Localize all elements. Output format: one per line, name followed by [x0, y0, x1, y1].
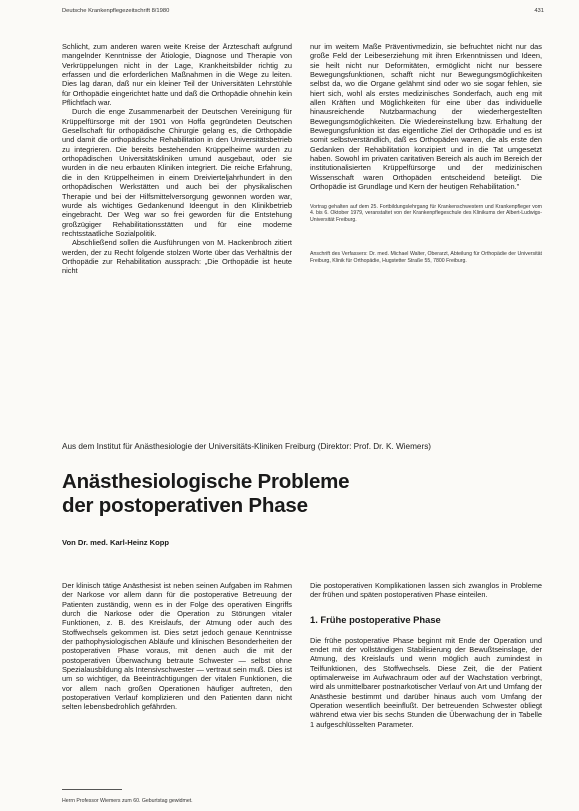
- institute-line: Aus dem Institut für Anästhesiologie der Universitäts-Kliniken Freiburg (Direktor: Prof. Dr. K. Wiemers): [62, 442, 432, 451]
- running-header: Deutsche Krankenpflegezeitschrift 8/1980: [62, 8, 170, 14]
- previous-article-left-column: [62, 42, 292, 276]
- footnote-rule: [62, 789, 122, 790]
- paragraph: Die frühe postoperative Phase beginnt mit Ende der Operation und endet mit der vollständigen Stabilisierung der Bewußtseinslage, der Atmung, des Kreislaufs und wenn möglich auch zumindest in Teilfunktionen, des Stoffwechsels. Diese Zeit, die der Patient optimalerweise im Aufwachraum oder auf der Wachstation verbringt, wird als unmittelbarer postnarkotischer Verlauf von Art und Umfang der Anästhesie bestimmt und darüber hinaus auch vom Umfang der Operation wesentlich beeinflußt. Der betreuenden Schwester obliegt während etwa vier bis sechs Stunden die Überwachung der in Tabelle 1 aufgeschlüsselten Parameter.: [310, 635, 542, 729]
- previous-article-right-column: [310, 42, 542, 264]
- section-heading: 1. Frühe postoperative Phase: [310, 613, 441, 625]
- paragraph: Abschließend sollen die Ausführungen von M. Hackenbroch zitiert werden, der zu Recht folgende stolzen Worte über das Verhältnis der Orthopädie zur Rehabilitation aussprach: „Die Orthopädie ist heute nicht: [62, 238, 292, 276]
- article-right-column: [310, 581, 542, 729]
- paragraph: Der klinisch tätige Anästhesist ist neben seinen Aufgaben im Rahmen der Narkose vor allem dann für die postoperative Betreuung der Patienten zuständig, wenn es in der Folge des operativen Eingriffs durch die Narkose oder die Operation zu Störungen vitaler Funktionen, z. B. des Kreislaufs, der Atmung oder auch des Stoffwechsels gekommen ist. Dies setzt jedoch genaue Kenntnisse der pathophysiologischen Abläufe und klinischen Besonderheiten der postoperativen Phase voraus, mit denen auch die mit der postoperativen Überwachung betraute Schwester — selbst ohne Spezialausbildung als Intensivschwester — vertraut sein muß. Dies ist um so wichtiger, da Beeinträchtigungen der vitalen Funktionen, die vor allem nach großen Operationen häufiger auftreten, den postoperativen Verlauf komplizieren und den Patienten dann nicht selten lebensbedrohlich gefährden.: [62, 581, 292, 712]
- footnote: Vortrag gehalten auf dem 25. Fortbildungslehrgang für Krankenschwestern und Krankenpfleger vom 4. bis 6. Oktober 1979, veranstaltet von der Krankenpflegeschule des Klinikums der Albert-Ludwigs-Universität Freiburg.: [310, 203, 542, 223]
- title-line: Anästhesiologische Probleme: [62, 470, 350, 493]
- page-number: 431: [534, 8, 544, 14]
- paragraph: Die postoperativen Komplikationen lassen sich zwanglos in Probleme der frühen und späten postoperativen Phase einteilen.: [310, 581, 542, 600]
- paragraph: nur im weitem Maße Präventivmedizin, sie befruchtet nicht nur das große Feld der Leibeserziehung mit ihren Erkenntnissen und Ideen, sie heilt nicht nur Deformitäten, ermöglicht nicht nur bessere Bewegungsfunktionen, schafft nicht nur Bewegungsmöglichkeiten selbst da, wo die Organe gelähmt sind oder wo sie sogar fehlen, sie hiert sich, wohl als erstes medizinisches Sonderfach, auch eng mit allen Kräften und Möglichkeiten für eine über das individuelle hinausreichende Nutzbarmachung der wiederhergestellten Bewegungsmöglichkeiten. Die Wiedereinstellung bzw. Erhaltung der Bewegungsfunktion ist das eigentliche Ziel der Orthopädie und es ist somit selbstverständlich, daß es Orthopäden waren, die als erste den Gedanken der Rehabilitation konzipiert und in die Tat umgesetzt haben. Sowohl im privaten caritativen Bereich als auch im Bereich der institutionalisierten Krüppelfürsorge und der medizinischen Wissenschaft waren Orthopäden entscheidend beteiligt. Die Orthopädie ist Grundlage und Kern der heutigen Rehabilitation.": [310, 42, 542, 192]
- article-title: [62, 470, 349, 518]
- author-byline: Von Dr. med. Karl-Heinz Kopp: [62, 538, 170, 547]
- paragraph: Schlicht, zum anderen waren weite Kreise der Ärzteschaft aufgrund mangelnder Kenntnisse der Ätiologie, Diagnose und Therapie von Verkrüppelungen nicht in der Lage, Krankheitsbilder richtig zu erfassen und die erforderlichen Maßnahmen in die Wege zu leiten. Dies lag daran, daß nur ein kleiner Teil der Universitäten Lehrstühle für Orthopädie eingerichtet hatte und daß die Orthopädie ohnehin kein Pflichtfach war.: [62, 42, 292, 108]
- title-line: der postoperativen Phase: [62, 494, 308, 517]
- article-left-column: [62, 581, 292, 712]
- dedication-footnote: Herrn Professor Wiemers zum 60. Geburtstag gewidmet.: [62, 798, 193, 804]
- author-address: Anschrift des Verfassers: Dr. med. Michael Walter, Oberarzt, Abteilung für Orthopädie der Universität Freiburg, Klinik für Orthopädie, Hugstetter Straße 55, 7800 Freiburg.: [310, 251, 542, 264]
- paragraph: Durch die enge Zusammenarbeit der Deutschen Vereinigung für Krüppelfürsorge mit der 1901 von Hoffa gegründeten Deutschen Gesellschaft für orthopädische Chirurgie gelang es, die Orthopädie und damit die orthopädische Rehabilitation in den Universitätsbetrieb zu integrieren. Die bereits bestehenden Krüppelheime wurden zu orthopädischen Universitätskliniken umund ausgebaut, oder sie wurden in die neu erbauten Kliniken integriert. Die reiche Erfahrung, die in den Krüppelheimen in einem Dreivierteljahrhundert in den orthopädischen Werkstätten und auch bei der physikalischen Therapie und bei der Hilfsmittelversorgung gewonnen worden war, wurde als wichtiges Gedankenund Ideengut in den Klinikbetrieb eingebracht. Der Weg war so frei geworden für die Entstehung großzügiger Rehabilitationsstätten und für eine moderne rechtsstaatliche Sozialpolitik.: [62, 107, 292, 238]
